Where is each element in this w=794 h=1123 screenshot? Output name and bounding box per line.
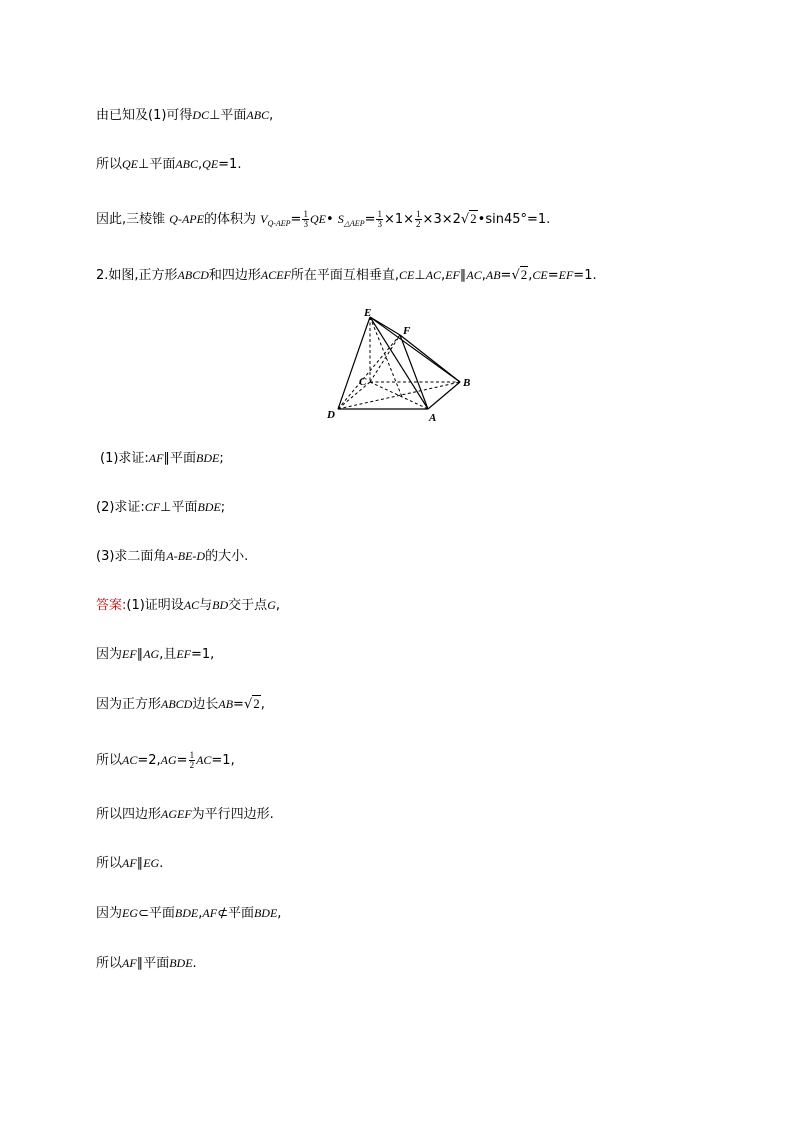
math: EF (445, 268, 460, 282)
text: =1, (191, 647, 215, 662)
text: 交于点 (228, 598, 268, 613)
math: AC (425, 268, 442, 282)
edge-ef (370, 317, 400, 335)
text: 2.如图,正方形 (96, 268, 178, 283)
math: AC (183, 598, 200, 612)
label-e: E (364, 307, 372, 319)
math-qe: QE (122, 157, 139, 171)
text: = (176, 753, 188, 768)
math: AGEF (161, 807, 192, 821)
label-c: C (359, 376, 367, 388)
denominator: 2 (416, 219, 421, 229)
label-d: D (327, 409, 335, 421)
text: ⊥ (414, 268, 426, 283)
text: 因为 (96, 647, 123, 662)
sqrt-sign: √ (460, 212, 470, 227)
answer-line-1 (96, 596, 280, 615)
math: AC (196, 753, 212, 767)
math: AF (122, 956, 137, 970)
text: •sin45°=1. (477, 212, 551, 227)
math: CE (399, 268, 415, 282)
text: 因此,三棱锥 (96, 212, 166, 227)
sub-question-3 (96, 547, 248, 566)
edge-db (338, 382, 460, 409)
text: = (547, 268, 559, 283)
text: ∥ (136, 647, 144, 662)
denominator: 2 (189, 760, 195, 770)
volume-formula-line (96, 210, 550, 233)
text: (1)证明设 (126, 598, 184, 613)
fraction (376, 210, 383, 229)
math: ABCD (161, 697, 193, 711)
text-line-2 (96, 155, 241, 174)
text: 所以 (96, 856, 123, 871)
text: 由已知及(1)可得 (96, 108, 193, 123)
text: =2, (137, 753, 161, 768)
text: 所以 (96, 956, 123, 971)
text: 因为 (96, 906, 123, 921)
answer-line-8 (96, 954, 197, 973)
math-v: V (260, 212, 268, 226)
text: ; (220, 500, 226, 515)
text: ∥ (136, 856, 144, 871)
text: , (441, 268, 446, 283)
math: EG (143, 856, 160, 870)
text: ∥平面 (136, 956, 170, 971)
math: AF (202, 906, 218, 920)
text: ×3×2 (422, 212, 461, 227)
math-qe: QE (309, 212, 326, 226)
numerator: 1 (189, 750, 195, 760)
math: AC (466, 268, 482, 282)
math: BDE (253, 906, 278, 920)
math-qe: QE (202, 157, 219, 171)
text: 所在平面互相垂直, (290, 268, 400, 283)
sqrt-sign: √ (511, 268, 520, 283)
label-f: F (403, 325, 411, 337)
text: 因为正方形 (96, 697, 162, 712)
answer-label: 答案: (96, 598, 127, 613)
text: , (481, 268, 486, 283)
geometry-figure (322, 305, 472, 425)
fraction (189, 751, 196, 770)
text: ∥平面 (163, 451, 196, 466)
text: = (500, 268, 512, 283)
text: • (325, 212, 334, 227)
edge-ed (338, 317, 370, 409)
text: , (275, 598, 280, 613)
sqrt-sign: √ (243, 697, 253, 712)
text: . (159, 856, 164, 871)
numerator: 1 (303, 209, 308, 219)
edge-ab (428, 382, 460, 409)
radicand: 2 (470, 211, 477, 226)
denominator: 3 (377, 219, 382, 229)
text-line-1 (96, 106, 273, 125)
text: 所以 (96, 753, 123, 768)
text: 所以四边形 (96, 807, 162, 822)
math-dc: DC (192, 108, 210, 122)
numerator: 1 (377, 209, 382, 219)
answer-line-6 (96, 854, 163, 873)
text: 为平行四边形. (191, 807, 274, 822)
subscript: Q-AEP (267, 219, 291, 228)
radicand: 2 (253, 696, 260, 711)
text: = (364, 212, 376, 227)
math: EF (558, 268, 574, 282)
text: , (528, 268, 533, 283)
text: 的大小. (205, 549, 249, 564)
math: EF (176, 647, 191, 661)
text: . (192, 956, 197, 971)
question-2-line (96, 266, 597, 285)
text: ⊥平面 (209, 108, 247, 123)
text: , (277, 906, 282, 921)
math: AG (160, 753, 177, 767)
text: 和四边形 (208, 268, 261, 283)
text: =1, (211, 753, 235, 768)
text: (3)求二面角 (96, 549, 167, 564)
subscript: △AEP (343, 219, 365, 228)
text: =1. (218, 157, 242, 172)
math: AB (485, 268, 501, 282)
text: ,且 (159, 647, 177, 662)
text: 所以 (96, 157, 123, 172)
math: CE (532, 268, 548, 282)
math: EF (122, 647, 137, 661)
text: =1. (573, 268, 597, 283)
denominator: 3 (303, 219, 308, 229)
radicand: 2 (520, 267, 528, 282)
answer-line-7 (96, 904, 281, 923)
label-a: A (429, 412, 437, 424)
math-abc: ABC (246, 108, 270, 122)
answer-line-2 (96, 645, 214, 664)
math: BDE (197, 500, 221, 514)
math: ACEF (260, 268, 291, 282)
text: ⊄平面 (217, 906, 254, 921)
math: AF (122, 856, 137, 870)
math: BDE (174, 906, 199, 920)
math: BD (212, 598, 229, 612)
math: EG (122, 906, 139, 920)
math-s: S (337, 212, 344, 226)
text: ⊥平面 (138, 157, 176, 172)
text: = (290, 212, 302, 227)
fraction (415, 210, 422, 229)
answer-line-4 (96, 751, 235, 770)
text: = (233, 697, 244, 712)
math: ABCD (177, 268, 209, 282)
sub-question-1 (100, 449, 224, 468)
text: ; (219, 451, 224, 466)
math: CF (144, 500, 161, 514)
text: (2)求证: (96, 500, 145, 515)
text: , (198, 906, 203, 921)
text: 与 (199, 598, 213, 613)
text: ∥ (459, 268, 467, 283)
answer-line-5 (96, 805, 274, 824)
math-abc: ABC (175, 157, 199, 171)
fraction (302, 210, 309, 229)
math: AF (148, 451, 164, 465)
text: ⊥平面 (160, 500, 198, 515)
text: 的体积为 (203, 212, 256, 227)
text: ×1× (383, 212, 415, 227)
text: , (198, 157, 203, 172)
text: 边长 (192, 697, 219, 712)
answer-line-3 (96, 695, 265, 714)
math: AC (122, 753, 138, 767)
math: G (267, 598, 276, 612)
math: BDE (195, 451, 220, 465)
numerator: 1 (416, 209, 421, 219)
text: , (260, 697, 265, 712)
text: , (269, 108, 274, 123)
math: BDE (169, 956, 193, 970)
math: AB (218, 697, 234, 711)
math: A-BE-D (166, 549, 206, 563)
math-q-ape: Q-APE (169, 212, 204, 226)
label-b: B (463, 377, 471, 389)
text: ⊂平面 (138, 906, 175, 921)
sub-question-2 (96, 498, 225, 517)
text: (1)求证: (100, 451, 149, 466)
math: AG (143, 647, 160, 661)
edge-df (338, 335, 400, 409)
